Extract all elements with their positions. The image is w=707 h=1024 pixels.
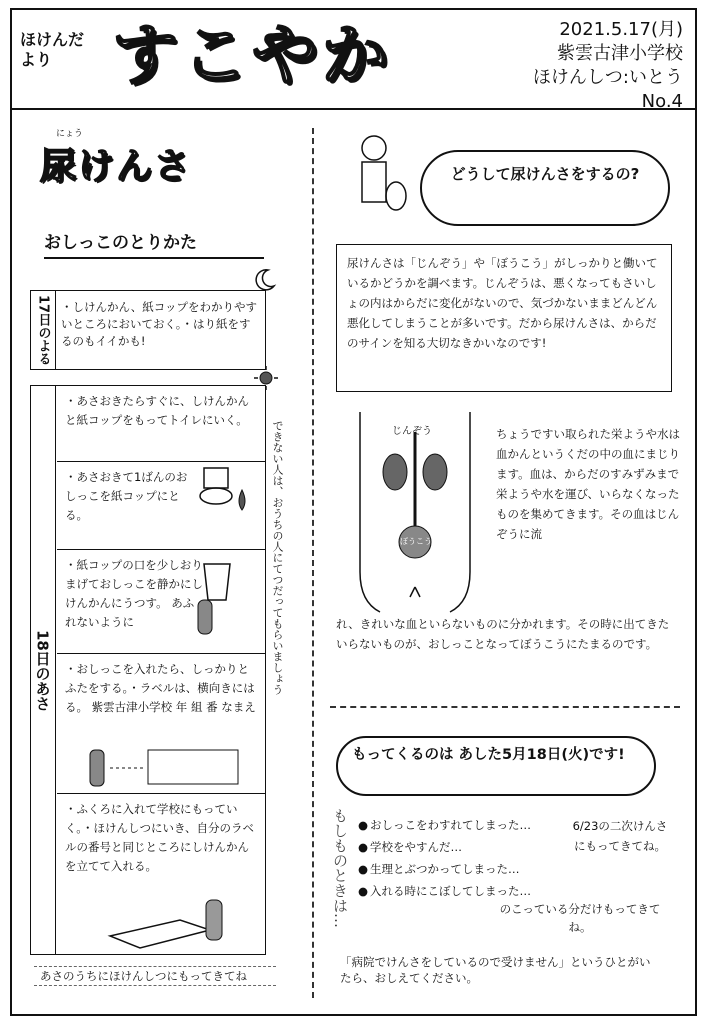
blood-explanation: ちょうですい取られた栄ようや水は血かんというくだの中の血にまじります。血は、からだのすみずみまで栄ようや水を運び、いらなくなったものを集めてきます。その血はじんぞうに流 <box>496 427 680 541</box>
school-name: 紫雲古津小学校 <box>557 43 683 64</box>
tube-rack-icon <box>110 900 240 950</box>
bottom-note: あさのうちにほけんしつにもってきてね <box>34 966 276 986</box>
kidney-label: じんぞう <box>392 426 432 437</box>
if-item: ● 入れる時にこぼしてしまった… <box>358 880 531 902</box>
if-answer: 6/23の二次けんさにもってきてね。 <box>572 819 668 853</box>
section-divider <box>330 706 680 708</box>
due-date-box: もってくるのは あした5月18日(火)です! <box>336 736 656 796</box>
if-item: ● 生理とぶつかってしまった… <box>358 858 531 880</box>
if-box <box>330 808 680 938</box>
office-name: ほけんしつ:いとう <box>532 67 683 88</box>
step-1: ・あさおきたらすぐに、しけんかんと紙コップをもってトイレにいく。 <box>57 386 265 462</box>
question-bubble: どうして尿けんさをするの? <box>420 150 670 226</box>
step-2: ・あさおきて1ばんのおしっこを紙コップにとる。 <box>57 462 265 550</box>
step-3: ・紙コップの口を少しおりまげておしっこを静かにしけんかんにうつす。 あふれないように <box>57 550 265 654</box>
night-box <box>30 290 266 370</box>
newsletter-label: ほけんだより <box>20 30 85 69</box>
moon-icon <box>252 268 276 292</box>
header-info <box>533 18 683 114</box>
subtitle: おしっこのとりかた <box>44 228 264 259</box>
if-list <box>358 814 531 902</box>
bladder-label: ぼうこう <box>400 537 432 546</box>
section-title: 尿けんさ <box>40 146 193 187</box>
if-item: ● 学校をやすんだ… <box>358 836 531 858</box>
step-5: ・ふくろに入れて学校にもっていく。・ほけんしつにいき、自分のラベルの番号と同じところにしけんかんを立てて入れる。 <box>65 802 255 873</box>
kidney-diagram-icon <box>340 412 490 612</box>
explanation-box: 尿けんさは「じんぞう」や「ぼうこう」がしっかりと働いているかどうかを調べます。じんぞうは、悪くなってもさいしょの内はからだに変化がないので、気づかないままどんどん悪化してしまうことが多いです。だから尿けんさは、からだのサインを知る大切なきかいなのです! <box>336 244 672 392</box>
child-toilet-icon <box>352 132 408 216</box>
if-item: ● おしっこをわすれてしまった… <box>358 814 531 836</box>
issue-date: 2021.5.17(月) <box>559 19 683 40</box>
toilet-icon <box>196 460 256 520</box>
night-text: ・しけんかん、紙コップをわかりやすいところにおいておく。・はり紙をするのもイイかも! <box>61 300 257 348</box>
cup-tube-icon <box>190 560 250 640</box>
hospital-note: 「病院でけんさをしているので受けません」というひとがいたら、おしえてください。 <box>340 955 651 985</box>
issue-number: No.4 <box>641 91 683 112</box>
if-answer-2: のこっている分だけもってきてね。 <box>499 902 661 934</box>
column-divider <box>312 128 314 998</box>
morning-label: 18日のあさ <box>31 386 56 954</box>
section-ruby: にょう <box>56 129 83 139</box>
newsletter-title: すこやか <box>112 17 392 94</box>
label-tube-icon <box>90 750 240 790</box>
side-note: できない人は、おうちの人にてつだってもらいましょう <box>271 420 284 695</box>
step-4: ・おしっこを入れたら、しっかりとふたをする。・ラベルは、横向きにはる。 紫雲古津小学校 年 組 番 なまえ <box>57 654 265 794</box>
night-label: 17日のよる <box>31 291 56 369</box>
if-side-label: もしものときは… <box>331 808 349 928</box>
blood-explanation-cont: れ、きれいな血といらないものに分かれます。その時に出てきたいらないものが、おしっことなってぼうこうにたまるのです。 <box>336 617 670 651</box>
